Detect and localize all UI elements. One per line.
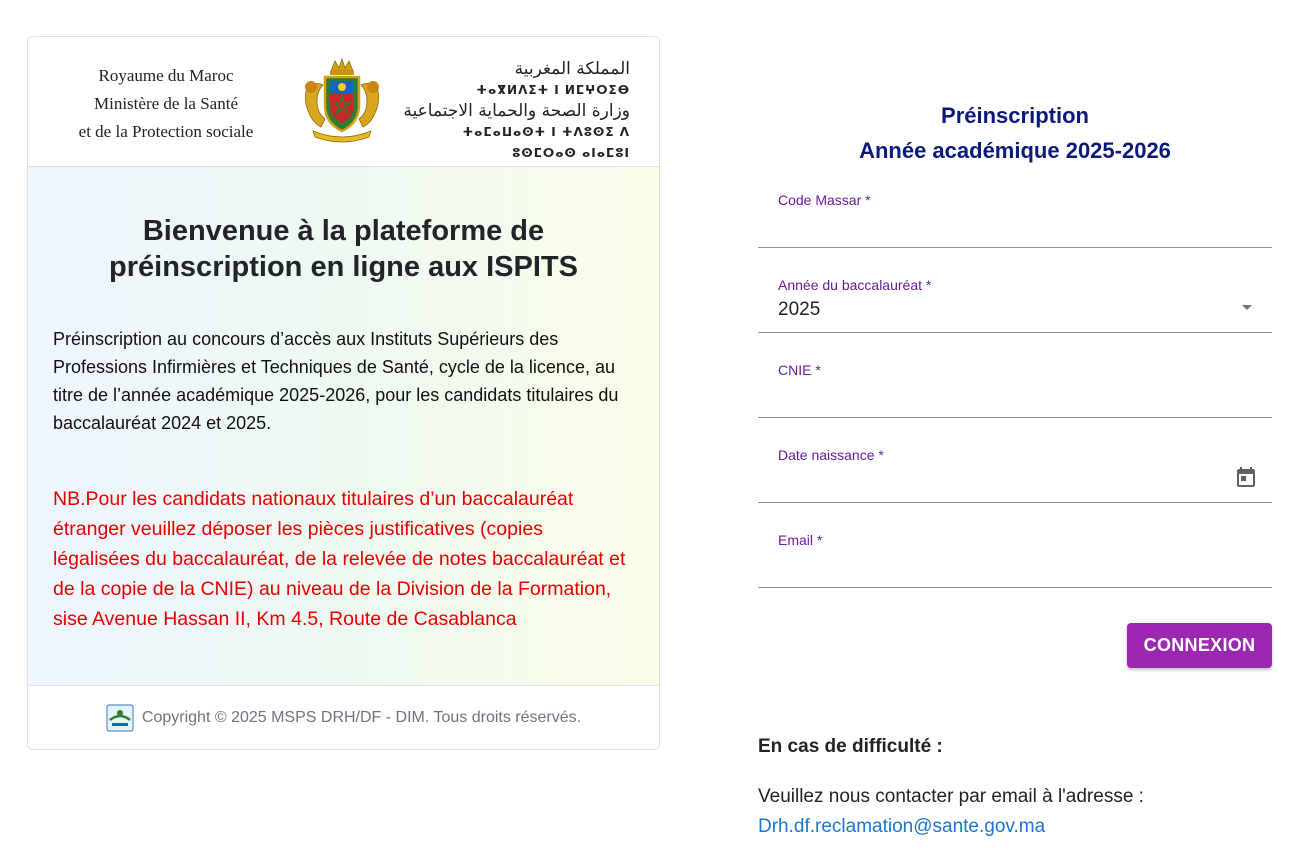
intro-text: Préinscription au concours d’accès aux Instituts Supérieurs des Professions Infirmières et Techniques de Santé, cycle de la licence, au titre de l’année académique 2025-2026, pour les candidats titulaires du baccalauréat 2024 et 2025. — [53, 329, 619, 433]
calendar-icon[interactable] — [1234, 465, 1258, 489]
chevron-down-icon[interactable] — [1242, 305, 1252, 310]
birth-date-input[interactable] — [778, 469, 1238, 497]
ministry-name-french — [66, 62, 266, 146]
bac-year-select[interactable] — [758, 277, 1272, 333]
ministry-name-tifinagh: ⵜⴰⵎⴰⵡⴰⵙⵜ ⵏ ⵜⴷⵓⵙⵉ ⴷ ⵓⵙⵎⵔⴰⵙ ⴰⵏⴰⵎⵓⵏ — [462, 125, 630, 160]
ministry-name-arabic-tifinagh — [398, 59, 630, 164]
email-input[interactable] — [778, 554, 1238, 582]
help-title: En cas de difficulté : — [758, 736, 943, 757]
form-title-line1: Préinscription — [941, 103, 1089, 128]
copyright-text: Copyright © 2025 MSPS DRH/DF - DIM. Tous droits réservés. — [141, 709, 582, 726]
bac-year-value[interactable]: 2025 — [778, 299, 821, 320]
support-email-link[interactable]: Drh.df.reclamation@sante.gov.ma — [758, 816, 1046, 837]
help-text: Veuillez nous contacter par email à l'adresse : — [758, 786, 1144, 807]
foreign-bac-notice: NB.Pour les candidats nationaux titulaires d’un baccalauréat étranger veuillez déposer les pièces justificatives (copies légalisées du baccalauréat, de la relevée de notes baccalauréat et de la copie de la CNIE) au niveau de la Division de la Formation, sise Avenue Hassan II, Km 4.5, Route de Casablanca — [53, 488, 626, 630]
cnie-field[interactable] — [758, 362, 1272, 418]
country-name-tifinagh: ⵜⴰⴳⵍⴷⵉⵜ ⵏ ⵍⵎⵖⵔⵉⴱ — [476, 83, 630, 97]
moroccan-coat-of-arms-icon — [301, 57, 383, 145]
birth-date-label: Date naissance * — [778, 447, 884, 463]
ministry-logo-icon — [106, 704, 134, 732]
cnie-label: CNIE * — [778, 362, 821, 378]
welcome-title: Bienvenue à la plateforme de préinscription en ligne aux ISPITS — [109, 215, 578, 283]
welcome-card — [27, 36, 660, 750]
preinscription-form — [758, 0, 1272, 851]
country-name-fr: Royaume du Maroc — [98, 66, 234, 85]
code-massar-field[interactable] — [758, 192, 1272, 248]
code-massar-label: Code Massar * — [778, 192, 871, 208]
ministry-name-fr-line1: Ministère de la Santé — [94, 94, 238, 113]
ministry-name-fr-line2: et de la Protection sociale — [78, 122, 254, 141]
email-field[interactable] — [758, 532, 1272, 588]
cnie-input[interactable] — [778, 384, 1238, 412]
card-footer — [28, 685, 659, 750]
ministry-header — [28, 37, 659, 167]
ministry-name-ar: وزارة الصحة والحماية الاجتماعية — [403, 101, 630, 121]
welcome-body — [28, 167, 659, 685]
country-name-ar: المملكة المغربية — [514, 59, 630, 79]
email-label: Email * — [778, 532, 823, 548]
bac-year-label: Année du baccalauréat * — [778, 277, 932, 293]
form-title — [758, 98, 1272, 168]
connexion-button[interactable]: CONNEXION — [1127, 623, 1272, 668]
birth-date-field[interactable] — [758, 447, 1272, 503]
code-massar-input[interactable] — [778, 214, 1238, 242]
form-title-line2: Année académique 2025-2026 — [859, 138, 1171, 163]
